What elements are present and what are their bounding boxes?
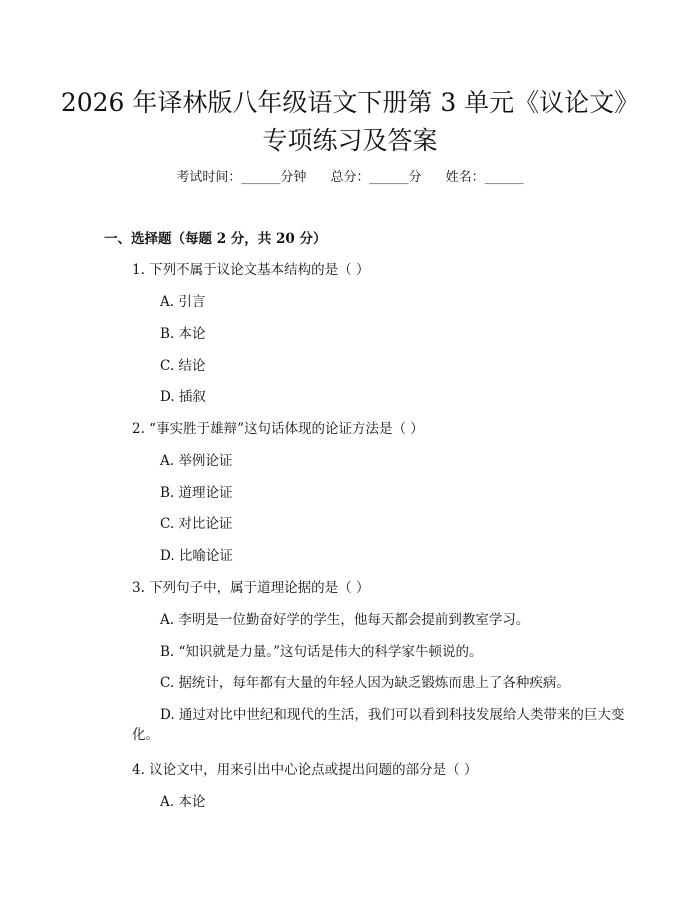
question-1-option-d: D. 插叙 xyxy=(160,389,206,405)
section-heading: 一、选择题（每题 2 分，共 20 分） xyxy=(104,231,327,247)
question-3-option-d: D. 通过对比中世纪和现代的生活，我们可以看到科技发展给人类带来的巨大变化。 xyxy=(132,707,625,743)
question-2-option-c: C. 对比论证 xyxy=(160,516,233,532)
exam-time: 考试时间：______分钟 xyxy=(176,170,307,185)
total-score: 总分：______分 xyxy=(330,170,422,185)
question-4-option-a: A. 本论 xyxy=(160,794,206,810)
question-4-stem: 4. 议论文中，用来引出中心论点或提出问题的部分是（ ） xyxy=(132,762,478,778)
question-2-option-d: D. 比喻论证 xyxy=(160,548,233,564)
document-title: 2026 年译林版八年级语文下册第 3 单元《议论文》专项练习及答案 xyxy=(60,88,640,155)
question-1-option-b: B. 本论 xyxy=(160,326,206,342)
question-1-option-a: A. 引言 xyxy=(160,294,206,310)
exam-info xyxy=(0,168,700,188)
question-1-stem: 1. 下列不属于议论文基本结构的是（ ） xyxy=(132,262,370,278)
question-1-option-c: C. 结论 xyxy=(160,358,206,374)
question-2-option-a: A. 举例论证 xyxy=(160,453,233,469)
question-2-option-b: B. 道理论证 xyxy=(160,485,233,501)
question-2-stem: 2. “事实胜于雄辩”这句话体现的论证方法是（ ） xyxy=(132,421,424,437)
question-3-stem: 3. 下列句子中，属于道理论据的是（ ） xyxy=(132,580,370,596)
question-3-option-c: C. 据统计，每年都有大量的年轻人因为缺乏锻炼而患上了各种疾病。 xyxy=(160,675,570,691)
question-3-option-a: A. 李明是一位勤奋好学的学生，他每天都会提前到教室学习。 xyxy=(160,612,530,628)
question-3-option-b: B. “知识就是力量。”这句话是伟大的科学家牛顿说的。 xyxy=(160,644,483,660)
student-name: 姓名：______ xyxy=(445,170,524,185)
